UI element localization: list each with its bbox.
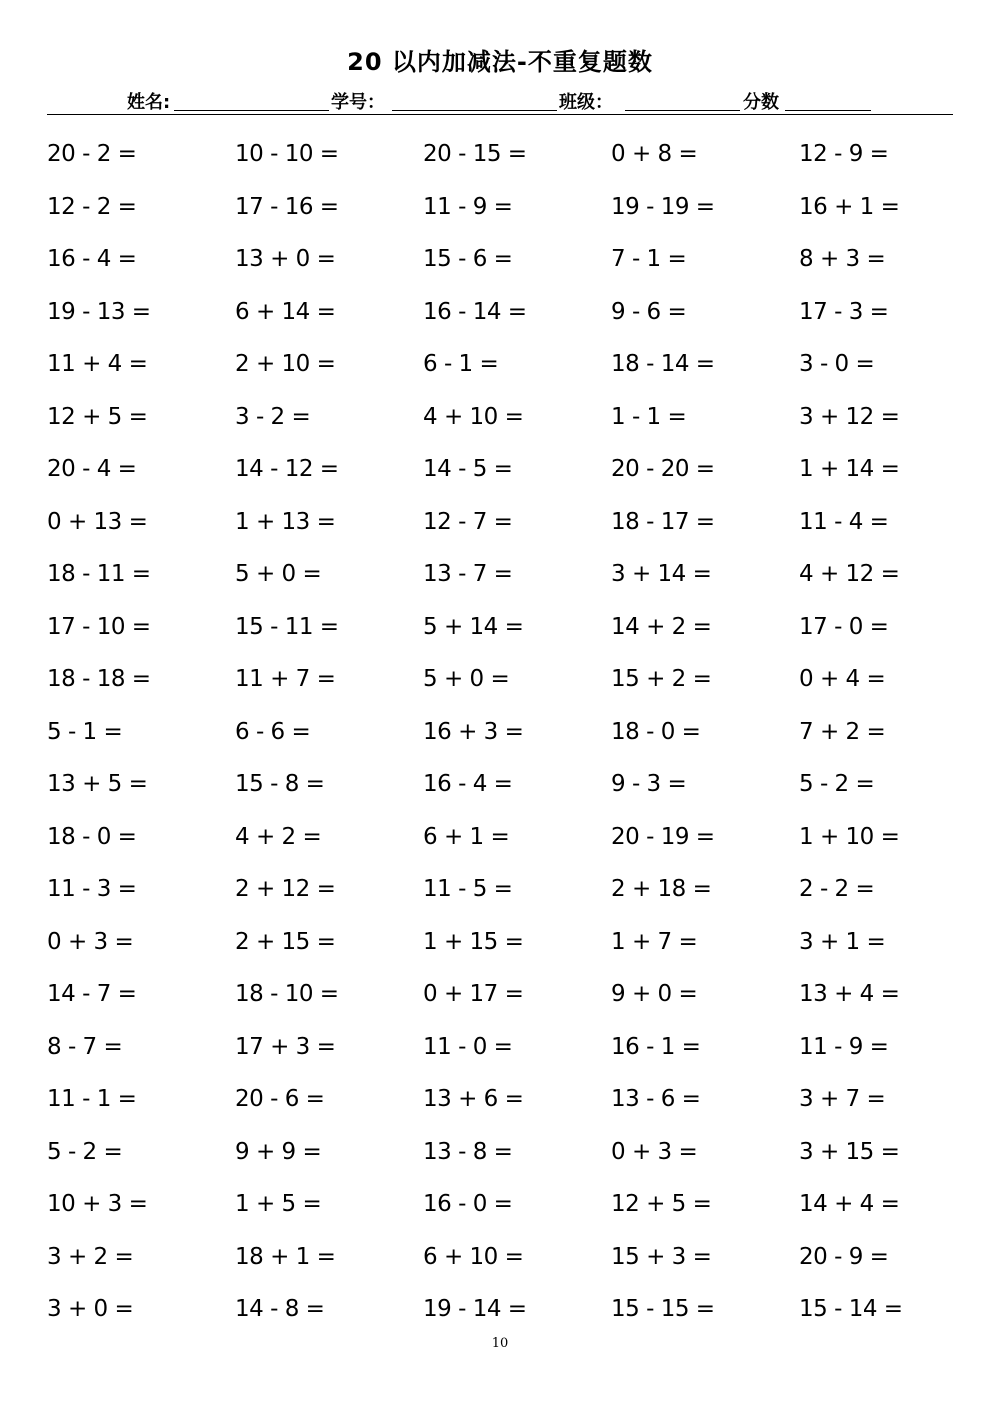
page-number: 10 (491, 1336, 509, 1351)
math-problem: 1 + 13 = (235, 508, 336, 535)
math-problem: 5 - 2 = (47, 1138, 123, 1165)
math-problem: 1 + 10 = (799, 823, 900, 850)
math-problem: 2 + 15 = (235, 928, 336, 955)
math-problem: 6 + 1 = (423, 823, 510, 850)
math-problem: 17 - 3 = (799, 298, 889, 325)
math-problem: 6 + 10 = (423, 1243, 524, 1270)
math-problem: 3 + 1 = (799, 928, 886, 955)
math-problem: 5 + 14 = (423, 613, 524, 640)
math-problem: 15 - 11 = (235, 613, 339, 640)
math-problem: 11 - 1 = (47, 1086, 137, 1112)
math-problem: 0 + 13 = (47, 508, 148, 535)
math-problem: 0 + 4 = (799, 666, 886, 692)
math-problem: 2 + 10 = (235, 351, 336, 377)
math-problem: 6 - 6 = (235, 718, 311, 745)
math-problem: 20 - 15 = (423, 141, 527, 167)
math-problem: 9 - 3 = (611, 771, 687, 797)
math-problem: 18 - 10 = (235, 981, 339, 1007)
math-problem: 13 + 0 = (235, 246, 336, 272)
name-label: 姓名: (127, 92, 171, 113)
math-problem: 0 + 8 = (611, 141, 698, 167)
math-problem: 9 + 9 = (235, 1138, 322, 1165)
math-problem: 9 - 6 = (611, 298, 687, 325)
math-problem: 10 + 3 = (47, 1191, 148, 1217)
math-problem: 14 + 2 = (611, 613, 712, 640)
problem-grid (47, 128, 987, 1336)
math-problem: 10 - 10 = (235, 141, 339, 167)
math-problem: 1 + 14 = (799, 456, 900, 482)
student-id-label: 学号： (331, 92, 385, 113)
math-problem: 19 - 13 = (47, 298, 151, 325)
math-problem: 14 - 5 = (423, 456, 513, 482)
math-problem: 12 - 9 = (799, 141, 889, 167)
math-problem: 15 - 8 = (235, 771, 325, 797)
math-problem: 1 + 7 = (611, 928, 698, 955)
math-problem: 7 + 2 = (799, 718, 886, 745)
math-problem: 3 + 15 = (799, 1138, 900, 1165)
math-problem: 15 + 2 = (611, 666, 712, 692)
math-problem: 6 - 1 = (423, 351, 499, 377)
math-problem: 17 - 16 = (235, 193, 339, 220)
math-problem: 18 - 11 = (47, 561, 151, 587)
math-problem: 11 + 4 = (47, 351, 148, 377)
math-problem: 11 - 0 = (423, 1033, 513, 1060)
math-problem: 5 - 2 = (799, 771, 875, 797)
math-problem: 4 + 10 = (423, 403, 524, 430)
math-problem: 18 - 17 = (611, 508, 715, 535)
math-problem: 3 - 0 = (799, 351, 875, 377)
math-problem: 15 + 3 = (611, 1243, 712, 1270)
math-problem: 17 - 10 = (47, 613, 151, 640)
math-problem: 14 - 12 = (235, 456, 339, 482)
math-problem: 16 - 4 = (423, 771, 513, 797)
math-problem: 13 - 6 = (611, 1086, 701, 1112)
score-label: 分数 (743, 92, 779, 113)
math-problem: 3 + 7 = (799, 1086, 886, 1112)
math-problem: 4 + 12 = (799, 561, 900, 587)
page-title: 20 以内加减法-不重复题数 (347, 48, 653, 76)
math-problem: 11 - 3 = (47, 876, 137, 902)
math-problem: 3 + 14 = (611, 561, 712, 587)
math-problem: 6 + 14 = (235, 298, 336, 325)
math-problem: 0 + 17 = (423, 981, 524, 1007)
math-problem: 20 - 20 = (611, 456, 715, 482)
math-problem: 18 - 0 = (47, 823, 137, 850)
math-problem: 19 - 14 = (423, 1296, 527, 1322)
math-problem: 18 - 0 = (611, 718, 701, 745)
math-problem: 16 - 0 = (423, 1191, 513, 1217)
math-problem: 20 - 19 = (611, 823, 715, 850)
math-problem: 1 + 15 = (423, 928, 524, 955)
math-problem: 18 - 14 = (611, 351, 715, 377)
math-problem: 8 - 7 = (47, 1033, 123, 1060)
math-problem: 4 + 2 = (235, 823, 322, 850)
math-problem: 15 - 14 = (799, 1296, 903, 1322)
math-problem: 2 + 12 = (235, 876, 336, 902)
math-problem: 20 - 6 = (235, 1086, 325, 1112)
math-problem: 12 - 7 = (423, 508, 513, 535)
math-problem: 16 + 1 = (799, 193, 900, 220)
math-problem: 15 - 6 = (423, 246, 513, 272)
math-problem: 14 - 8 = (235, 1296, 325, 1322)
math-problem: 8 + 3 = (799, 246, 886, 272)
math-problem: 12 - 2 = (47, 193, 137, 220)
math-problem: 2 + 18 = (611, 876, 712, 902)
math-problem: 17 + 3 = (235, 1033, 336, 1060)
class-label: 班级： (559, 92, 613, 113)
math-problem: 14 + 4 = (799, 1191, 900, 1217)
math-problem: 5 + 0 = (423, 666, 510, 692)
math-problem: 13 + 6 = (423, 1086, 524, 1112)
student-id-blank[interactable] (392, 110, 557, 111)
math-problem: 15 - 15 = (611, 1296, 715, 1322)
math-problem: 13 - 8 = (423, 1138, 513, 1165)
math-problem: 7 - 1 = (611, 246, 687, 272)
math-problem: 1 + 5 = (235, 1191, 322, 1217)
math-problem: 13 - 7 = (423, 561, 513, 587)
math-problem: 18 + 1 = (235, 1243, 336, 1270)
math-problem: 18 - 18 = (47, 666, 151, 692)
math-problem: 3 + 2 = (47, 1243, 134, 1270)
math-problem: 11 - 4 = (799, 508, 889, 535)
math-problem: 19 - 19 = (611, 193, 715, 220)
math-problem: 16 - 4 = (47, 246, 137, 272)
math-problem: 0 + 3 = (611, 1138, 698, 1165)
score-blank[interactable] (785, 110, 871, 111)
math-problem: 11 - 5 = (423, 876, 513, 902)
math-problem: 11 - 9 = (799, 1033, 889, 1060)
math-problem: 17 - 0 = (799, 613, 889, 640)
math-problem: 3 + 12 = (799, 403, 900, 430)
math-problem: 9 + 0 = (611, 981, 698, 1007)
math-problem: 0 + 3 = (47, 928, 134, 955)
math-problem: 12 + 5 = (47, 403, 148, 430)
math-problem: 5 - 1 = (47, 718, 123, 745)
math-problem: 13 + 5 = (47, 771, 148, 797)
math-problem: 20 - 4 = (47, 456, 137, 482)
math-problem: 12 + 5 = (611, 1191, 712, 1217)
class-blank[interactable] (625, 110, 740, 111)
student-info-line (47, 86, 953, 115)
math-problem: 3 + 0 = (47, 1296, 134, 1322)
math-problem: 3 - 2 = (235, 403, 311, 430)
math-problem: 16 - 1 = (611, 1033, 701, 1060)
math-problem: 11 + 7 = (235, 666, 336, 692)
math-problem: 11 - 9 = (423, 193, 513, 220)
math-problem: 5 + 0 = (235, 561, 322, 587)
math-problem: 2 - 2 = (799, 876, 875, 902)
math-problem: 14 - 7 = (47, 981, 137, 1007)
math-problem: 20 - 2 = (47, 141, 137, 167)
math-problem: 20 - 9 = (799, 1243, 889, 1270)
math-problem: 1 - 1 = (611, 403, 687, 430)
math-problem: 16 + 3 = (423, 718, 524, 745)
name-blank[interactable] (174, 110, 329, 111)
math-problem: 16 - 14 = (423, 298, 527, 325)
math-problem: 13 + 4 = (799, 981, 900, 1007)
